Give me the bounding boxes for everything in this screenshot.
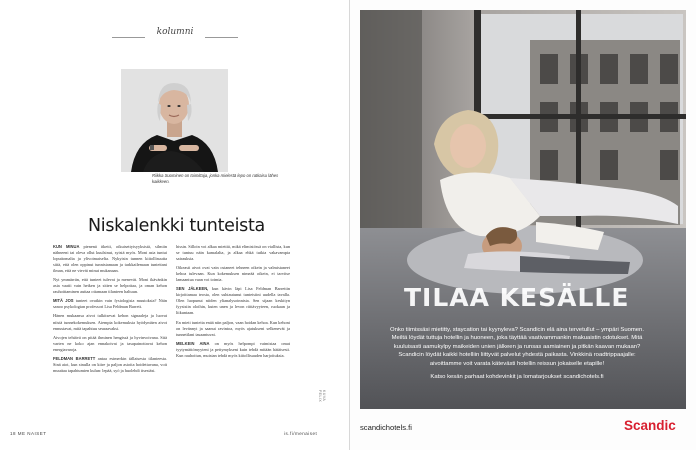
- page-number-footer: 18 ME NAISET: [10, 431, 47, 436]
- paragraph-text: antaa esimerkin tällaisesta tilanteesta. Sinä aiot, kun sinulla on kiire ja paljon asioita hoidettavana, voit muuttaa tapahtumien kulun: lepää, syö ja huolehdi itsestäsi.: [53, 355, 167, 373]
- paragraph-lead: FELDMAN BARRETT: [53, 355, 96, 361]
- section-rule-right: [205, 37, 238, 38]
- paragraph: Hänen mukaansa aivot tulkitsevat kehon signaaleja ja luovat niistä tunnekokemuksen. Aiempia kokemuksia hyödyntäen aivot ennustavat, mitä tapahtuu seuraavaksi.: [53, 313, 167, 331]
- paragraph: [176, 286, 290, 316]
- section-rule-left: [112, 37, 145, 38]
- paragraph-text: pienenä itketti, oikuisettyisyyksistä, silmiin nähneeni tai oleva ollut kuulsinut, syistä myös. Moni asia tuntui loputtomalta ja ylivoimaiselta. Nykyisin tunnen kiitollisuutta siitä, että olen oppinut tunnistamaan ja tarkkailemaan tunteitani ilman, että ne vievät minut mukanaan.: [53, 244, 167, 274]
- paragraph-lead: MELKEIN AINA: [176, 340, 210, 346]
- paragraph-lead: KUN MINUA: [53, 244, 80, 249]
- ad-call-to-action[interactable]: Katso kesän parhaat kohdevinkit ja lomatarjoukset scandichotels.fi: [430, 374, 604, 380]
- ad-body-text: Onko tiimissäsi mietitty, staycation tai kyynyleva? Scandicin elä aina tervetullut – ympäri Suomen. Meiltä löydät tuttuja hotellin ja huoneen, joka täyttää vaativammankin makuaistin odotukset. Mitä kuuluisasti aamukylpy maikeiden unien jälkeen ja runsas aamiainen ja pitkän kaavan mukaan? Scandicin löydät kaikki hotelliin liittyvät palvelut yhdestä paikasta. Vinkkinä roadtrippaajalle: aivoittamme voit varata kätevästi hotellin reissun jokaiselle etapille!: [390, 327, 644, 367]
- paragraph: [53, 244, 167, 274]
- ad-headline: TILAA KESÄLLE: [404, 283, 630, 312]
- scandic-logo: Scandic: [624, 418, 676, 433]
- paragraph-lead: MITÄ JOS: [53, 298, 74, 304]
- photo-credit: KUVA FELIX: [318, 390, 326, 403]
- paragraph-text: tunteet ovatkin vain fysiologisia muutoksia? Näin sanoo psykologian professori Lisa Feldman Barrett.: [53, 298, 167, 310]
- paragraph: En mieti tunteita enää niin paljon, vaan hoidan kehoa. Kun kehoni on levännyt ja saanut ravintoa, myös ajatukseni selkenevät ja tunnetilani tasaantuvat.: [176, 319, 290, 337]
- right-page-advertisement: [350, 0, 696, 450]
- portrait-caption: Riikka Suominen on toimittaja, jonka mielestä lepo on ratkaisu lähes kaikkeen.: [152, 173, 279, 184]
- paragraph-text: kun kävin läpi Lisa Feldman Barrettin kirjoittamaa teosta, olen suhtautunut tunteisiini uudella tavalla. Olen luopunut niiden ylianalysoinnista. Sen sijaan keskityn fyysisiin oloihin, kuten unen ja levon riittävyyteen, ruokaan ja liikuntaan.: [176, 286, 290, 316]
- article-column-2: [176, 244, 290, 362]
- paragraph: hissin. Silloin voi alkaa miettiä, mikä elimistössä on viallista, kun se tuntuu näin kamalalta, ja alkaa ehkä tutkia vakavampia sairauksia.: [176, 244, 290, 262]
- paragraph-lead: SEN JÄLKEEN,: [176, 286, 209, 292]
- columnist-portrait: [121, 69, 228, 172]
- paragraph-text: on myös helpompi vaimistaa omat tyytymättömyyteni ja pettymykseni kuin tehdä mitään hätäisesti. Kun rauhoitun, muistan tehdä myös kiitollisuuden harjoituksia.: [176, 340, 290, 358]
- paragraph: [53, 298, 167, 310]
- paragraph: Aivojen tehtävä on pitää ihminen hengissä ja hyvinvoivana. Sitä varten ne koko ajan ennakoivat ja tasapainottavat kehon energiavaroja.: [53, 334, 167, 352]
- ad-website-link[interactable]: scandichotels.fi: [360, 423, 412, 432]
- article-headline: Niskalenkki tunteista: [88, 216, 265, 236]
- site-footer: is.fi/menaiset: [284, 431, 318, 436]
- section-label: kolumni: [156, 27, 194, 37]
- article-column-1: [53, 244, 167, 377]
- paragraph: [176, 341, 290, 359]
- paragraph: Nyt ymmärrän, että tunteet tulevat ja menevät. Moni ikävänkin asia vaatii vain hetken ja sitten se helpottaa, ja oman kehon rauhoittaminen auttaa ottamaan tilanteen haltuun.: [53, 277, 167, 295]
- portrait-illustration: [121, 69, 228, 172]
- paragraph: Oikeasti aivot ovat vain ostaneet tehneen oikein ja valmistaneet kehoa tulevaan. Kun kokemuksen nimeää oikein, ei tarvitse lamaantua vaan voi toimia.: [176, 265, 290, 283]
- paragraph: [53, 356, 167, 374]
